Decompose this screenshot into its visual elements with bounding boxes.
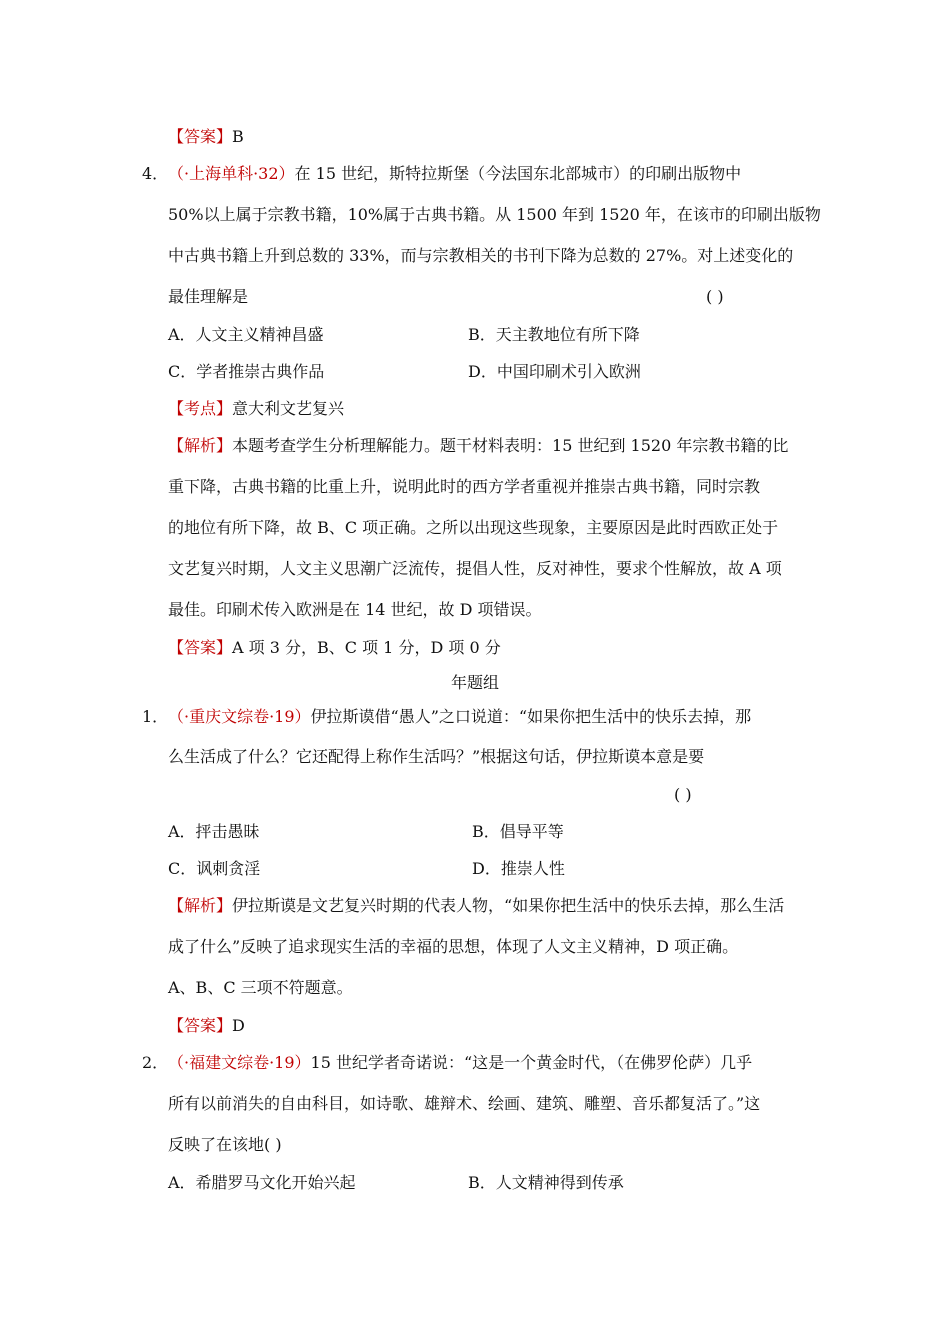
analysis-label: 【解析】 [168,436,233,455]
q4-stem-line-1 [142,163,741,185]
question-number: 4． [142,164,169,183]
q4-analysis-line-5: 最佳。印刷术传入欧洲是在 14 世纪，故 D 项错误。 [168,600,542,619]
q4-option-a: A．人文主义精神昌盛 [168,325,324,344]
q2-stem-line-1 [142,1052,752,1074]
q1-analysis-line-1 [168,895,784,917]
analysis-text: 本题考查学生分析理解能力。题干材料表明：15 世纪到 1520 年宗教书籍的比 [232,436,789,455]
q1-stem-line-2: 么生活成了什么？它还配得上称作生活吗？”根据这句话，伊拉斯谟本意是要 [168,747,705,766]
q4-keypoint-line [168,398,344,420]
analysis-label: 【解析】 [168,896,233,915]
q4-stem-line-2: 50%以上属于宗教书籍，10%属于古典书籍。从 1500 年到 1520 年，在该市的印刷出版物 [168,205,821,224]
q2-stem-line-3: 反映了在该地( ) [168,1135,282,1154]
q4-stem-line-4: 最佳理解是 [168,287,249,306]
q2-stem-line-2: 所有以前消失的自由科目，如诗歌、雄辩术、绘画、建筑、雕塑、音乐都复活了。”这 [168,1094,761,1113]
q1-option-b: B．倡导平等 [472,822,564,841]
q4-analysis-line-2: 重下降，古典书籍的比重上升，说明此时的西方学者重视并推崇古典书籍，同时宗教 [168,477,761,496]
q1-option-d: D．推崇人性 [472,859,565,878]
group-title: 年题组 [450,673,499,692]
q1-analysis-line-3: A、B、C 三项不符题意。 [168,978,353,997]
q4-option-b: B．天主教地位有所下降 [468,325,640,344]
question-source: （·重庆文综卷·19） [168,707,311,726]
prev-answer-line [168,126,244,148]
question-text: 伊拉斯谟借“愚人”之口说道：“如果你把生活中的快乐去掉，那 [310,707,752,726]
answer-paren: ( ) [674,785,692,804]
question-number: 2． [142,1053,169,1072]
question-source: （·福建文综卷·19） [168,1053,311,1072]
keypoint-text: 意大利文艺复兴 [232,399,345,418]
q4-option-c: C．学者推崇古典作品 [168,362,325,381]
q1-option-c: C．讽刺贪淫 [168,859,261,878]
q2-option-b: B．人文精神得到传承 [468,1173,624,1192]
answer-label: 【答案】 [168,1016,233,1035]
answer-value: A 项 3 分，B、C 项 1 分，D 项 0 分 [232,638,501,657]
q4-stem-line-3: 中古典书籍上升到总数的 33%，而与宗教相关的书刊下降为总数的 27%。对上述变化的 [168,246,794,265]
keypoint-label: 【考点】 [168,399,233,418]
answer-paren: ( ) [706,287,724,306]
q1-stem-line-1 [142,706,751,728]
q2-option-a: A．希腊罗马文化开始兴起 [168,1173,356,1192]
analysis-text: 伊拉斯谟是文艺复兴时期的代表人物，“如果你把生活中的快乐去掉，那么生活 [232,896,785,915]
answer-label: 【答案】 [168,638,233,657]
question-text: 在 15 世纪，斯特拉斯堡（今法国东北部城市）的印刷出版物中 [294,164,742,183]
answer-label: 【答案】 [168,127,233,146]
question-source: （·上海单科·32） [168,164,295,183]
answer-value: B [232,127,244,146]
q4-analysis-line-3: 的地位有所下降，故 B、C 项正确。之所以出现这些现象，主要原因是此时西欧正处于 [168,518,779,537]
q4-analysis-line-4: 文艺复兴时期，人文主义思潮广泛流传，提倡人性，反对神性，要求个性解放，故 A 项 [168,559,782,578]
q1-answer-line [168,1015,245,1037]
answer-value: D [232,1016,245,1035]
q4-analysis-line-1 [168,435,788,457]
q4-answer-line [168,637,501,659]
question-text: 15 世纪学者奇诺说：“这是一个黄金时代，（在佛罗伦萨）几乎 [310,1053,753,1072]
q4-option-d: D．中国印刷术引入欧洲 [468,362,641,381]
question-number: 1． [142,707,169,726]
q1-analysis-line-2: 成了什么”反映了追求现实生活的幸福的思想，体现了人文主义精神，D 项正确。 [168,937,739,956]
q1-option-a: A．抨击愚昧 [168,822,260,841]
